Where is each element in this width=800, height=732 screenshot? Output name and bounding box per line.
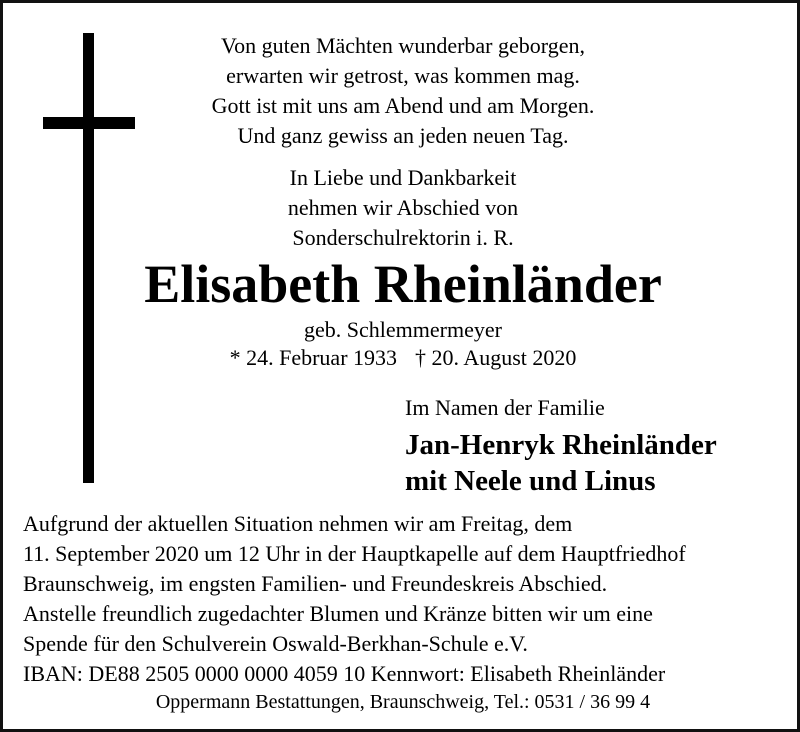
family-intro: Im Namen der Familie xyxy=(405,395,605,420)
life-dates xyxy=(3,345,800,371)
iban-line: IBAN: DE88 2505 0000 0000 4059 10 Kennwort: Elisabeth Rheinländer xyxy=(23,661,666,686)
undertaker-footer: Oppermann Bestattungen, Braunschweig, Tel.: 0531 / 36 99 4 xyxy=(155,691,651,713)
death-date: † 20. August 2020 xyxy=(415,345,577,370)
details-line: Braunschweig, im engsten Familien- und Freundeskreis Abschied. xyxy=(23,571,608,596)
intro-line: nehmen wir Abschied von xyxy=(287,195,519,220)
details-line: Anstelle freundlich zugedachter Blumen und Kränze bitten wir um eine xyxy=(23,601,653,626)
family-name: mit Neele und Linus xyxy=(405,465,656,497)
intro-line: In Liebe und Dankbarkeit xyxy=(289,165,517,190)
intro-line: Sonderschulrektorin i. R. xyxy=(292,225,514,250)
birth-date: * 24. Februar 1933 xyxy=(229,345,398,370)
poem-line: Von guten Mächten wunderbar geborgen, xyxy=(221,33,585,58)
details-line: 11. September 2020 um 12 Uhr in der Hauptkapelle auf dem Hauptfriedhof xyxy=(23,541,686,566)
details-line: Aufgrund der aktuellen Situation nehmen wir am Freitag, dem xyxy=(23,511,573,536)
poem-line: Gott ist mit uns am Abend und am Morgen. xyxy=(211,93,595,118)
poem-line: erwarten wir getrost, was kommen mag. xyxy=(226,63,580,88)
birth-name: geb. Schlemmermeyer xyxy=(304,317,502,342)
poem-line: Und ganz gewiss an jeden neuen Tag. xyxy=(237,123,569,148)
deceased-name: Elisabeth Rheinländer xyxy=(144,254,662,314)
family-name: Jan-Henryk Rheinländer xyxy=(405,429,717,461)
details-line: Spende für den Schulverein Oswald-Berkhan-Schule e.V. xyxy=(23,631,528,656)
